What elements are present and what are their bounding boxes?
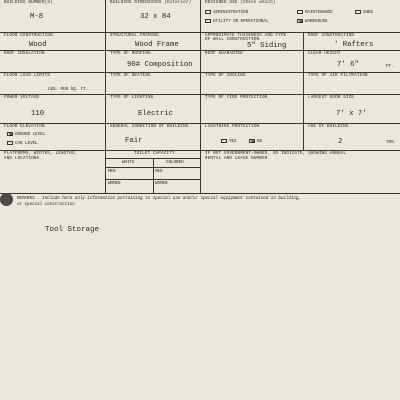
toilet-row-women-2: WOMEN [155,182,168,186]
age-of-building-value: 2 [338,138,343,146]
ownership-note-cell [201,151,400,194]
floor-construction-value: Wood [29,41,47,49]
floor-construction-label: FLOOR CONSTRUCTION [4,34,53,38]
toilet-capacity-label: TOILET CAPACITY [134,152,175,156]
lightning-protection-label: LIGHTNING PROTECTION [205,125,260,129]
designed-use-cell [201,0,400,33]
toilet-col-white: WHITE [122,161,135,165]
toilet-row-divider-2 [106,179,201,180]
platforms-label-2: AND LOCATIONS [4,157,40,161]
toilet-col-colored: COLORED [166,161,184,165]
checked-box-icon[interactable] [297,19,303,23]
toilet-row-women: WOMEN [108,182,121,186]
roof-guarantee-cell [201,51,304,73]
platforms-label-1: PLATFORMS, WIDTHS, LENGTHS, [4,152,78,156]
checkbox-icon[interactable] [205,10,211,14]
roof-construction-cell [304,33,400,51]
designed-use-label: DESIGNED USE (Check which) [205,1,276,5]
lightning-protection-no[interactable]: NO [249,139,262,145]
type-of-heating-label: TYPE OF HEATING [110,74,151,78]
designed-use-utility[interactable]: UTILITY OR OPERATIONAL [205,19,268,25]
type-of-fire-protection-cell [201,95,304,124]
punch-hole [0,193,13,206]
roof-construction-label: ROOF CONSTRUCTION [308,34,355,38]
general-condition-cell [106,124,201,151]
building-dimensions-cell [106,0,201,33]
largest-door-size-value: 7' x 7' [336,110,367,118]
age-of-building-unit: YRS. [386,141,397,145]
wall-construction-cell [201,33,304,51]
power-voltage-cell [0,95,106,124]
clear-height-label: CLEAR HEIGHT [308,52,341,56]
toilet-capacity-cell [106,151,201,194]
designed-use-warehouse[interactable]: WAREHOUSE [297,19,328,25]
type-of-air-filtration-label: TYPE OF AIR FILTRATION [308,74,368,78]
power-voltage-label: POWER VOLTAGE [4,96,40,100]
building-numbers-label: BUILDING NUMBER(S) [4,1,53,5]
toilet-row-men-2: MEN [155,170,163,174]
largest-door-size-label: LARGEST DOOR SIZE [308,96,355,100]
floor-elevation-label: FLOOR ELEVATION [4,125,45,129]
checkbox-icon[interactable] [221,139,227,143]
floor-elevation-cell [0,124,106,151]
wall-construction-label-1: APPROXIMATE THICKNESS AND TYPE [205,34,287,38]
toilet-row-divider-1 [106,167,201,168]
building-dimensions-value: 32 x 84 [140,13,171,21]
checked-box-icon[interactable] [7,132,13,136]
power-voltage-value: 110 [31,110,45,118]
checkbox-icon[interactable] [297,10,303,14]
designed-use-maintenance[interactable]: MAINTENANCE [297,10,333,16]
ownership-note-line-2: RENTAL AND LEASE NUMBER [205,157,268,161]
largest-door-size-cell [304,95,400,124]
checkbox-icon[interactable] [205,19,211,23]
ownership-note-line-1: IF NOT GOVERNMENT-OWNED, SO INDICATE, SHOWING ANNUAL [205,152,347,156]
roof-insulation-label: ROOF INSULATION [4,52,45,56]
type-of-heating-cell [106,73,201,95]
remarks-section [0,194,400,400]
type-of-lighting-label: TYPE OF LIGHTING [110,96,154,100]
roof-insulation-cell [0,51,106,73]
floor-load-limits-cell [0,73,106,95]
checkbox-icon[interactable] [7,141,13,145]
remarks-value: Tool Storage [45,226,100,234]
remarks-instruction-line-2: or special construction [17,203,75,207]
platforms-cell [0,151,106,194]
floor-load-limits-label: FLOOR LOAD LIMITS [4,74,51,78]
lightning-protection-cell [201,124,304,151]
clear-height-unit: FT. [386,65,394,69]
lightning-protection-yes[interactable]: YES [221,139,237,145]
structural-framing-label: STRUCTURAL FRAMING [110,34,159,38]
checkbox-icon[interactable] [355,10,361,14]
floor-elevation-car[interactable]: CAR LEVEL [7,141,38,147]
floor-elevation-ground[interactable]: GROUND LEVEL [7,132,45,138]
remarks-label: REMARKS [17,197,35,201]
remarks-instruction [17,196,397,208]
roof-guarantee-label: ROOF GUARANTEE [205,52,243,56]
type-of-roofing-cell [106,51,201,73]
type-of-air-filtration-cell [304,73,400,95]
building-numbers-cell [0,0,106,33]
age-of-building-label: AGE OF BUILDING [308,125,349,129]
wall-construction-value: 5" Siding [247,42,287,50]
floor-construction-cell [0,33,106,51]
structural-framing-value: Wood Frame [135,41,179,49]
age-of-building-cell [304,124,400,151]
roof-construction-value: ' Rafters [334,41,374,49]
clear-height-cell [304,51,400,73]
floor-load-limits-unit: LBS. PER SQ. FT. [48,88,89,92]
type-of-cooling-label: TYPE OF COOLING [205,74,246,78]
type-of-roofing-label: TYPE OF ROOFING [110,52,151,56]
general-condition-value: Fair [125,137,143,145]
clear-height-value: 7' 6" [337,61,359,69]
structural-framing-cell [106,33,201,51]
type-of-lighting-cell [106,95,201,124]
designed-use-administration[interactable]: ADMINISTRATION [205,10,248,16]
type-of-cooling-cell [201,73,304,95]
remarks-instruction-line-1: - Include here only information pertaining to special use and/or special equipment contained in building, [34,197,301,201]
wall-construction-label-2: OF WALL CONSTRUCTION [205,38,260,42]
type-of-lighting-value: Electric [138,110,174,118]
checked-box-icon[interactable] [249,139,255,143]
toilet-column-divider [153,158,154,194]
type-of-fire-protection-label: TYPE OF FIRE PROTECTION [205,96,268,100]
building-numbers-value: M-8 [30,13,44,21]
type-of-roofing-value: 90# Composition [127,61,193,69]
toilet-row-men: MEN [108,170,116,174]
designed-use-shed[interactable]: SHED [355,10,373,16]
general-condition-label: GENERAL CONDITION OF BUILDING [110,125,189,129]
building-dimensions-label: BUILDING DIMENSIONS (Exterior) [110,1,192,5]
